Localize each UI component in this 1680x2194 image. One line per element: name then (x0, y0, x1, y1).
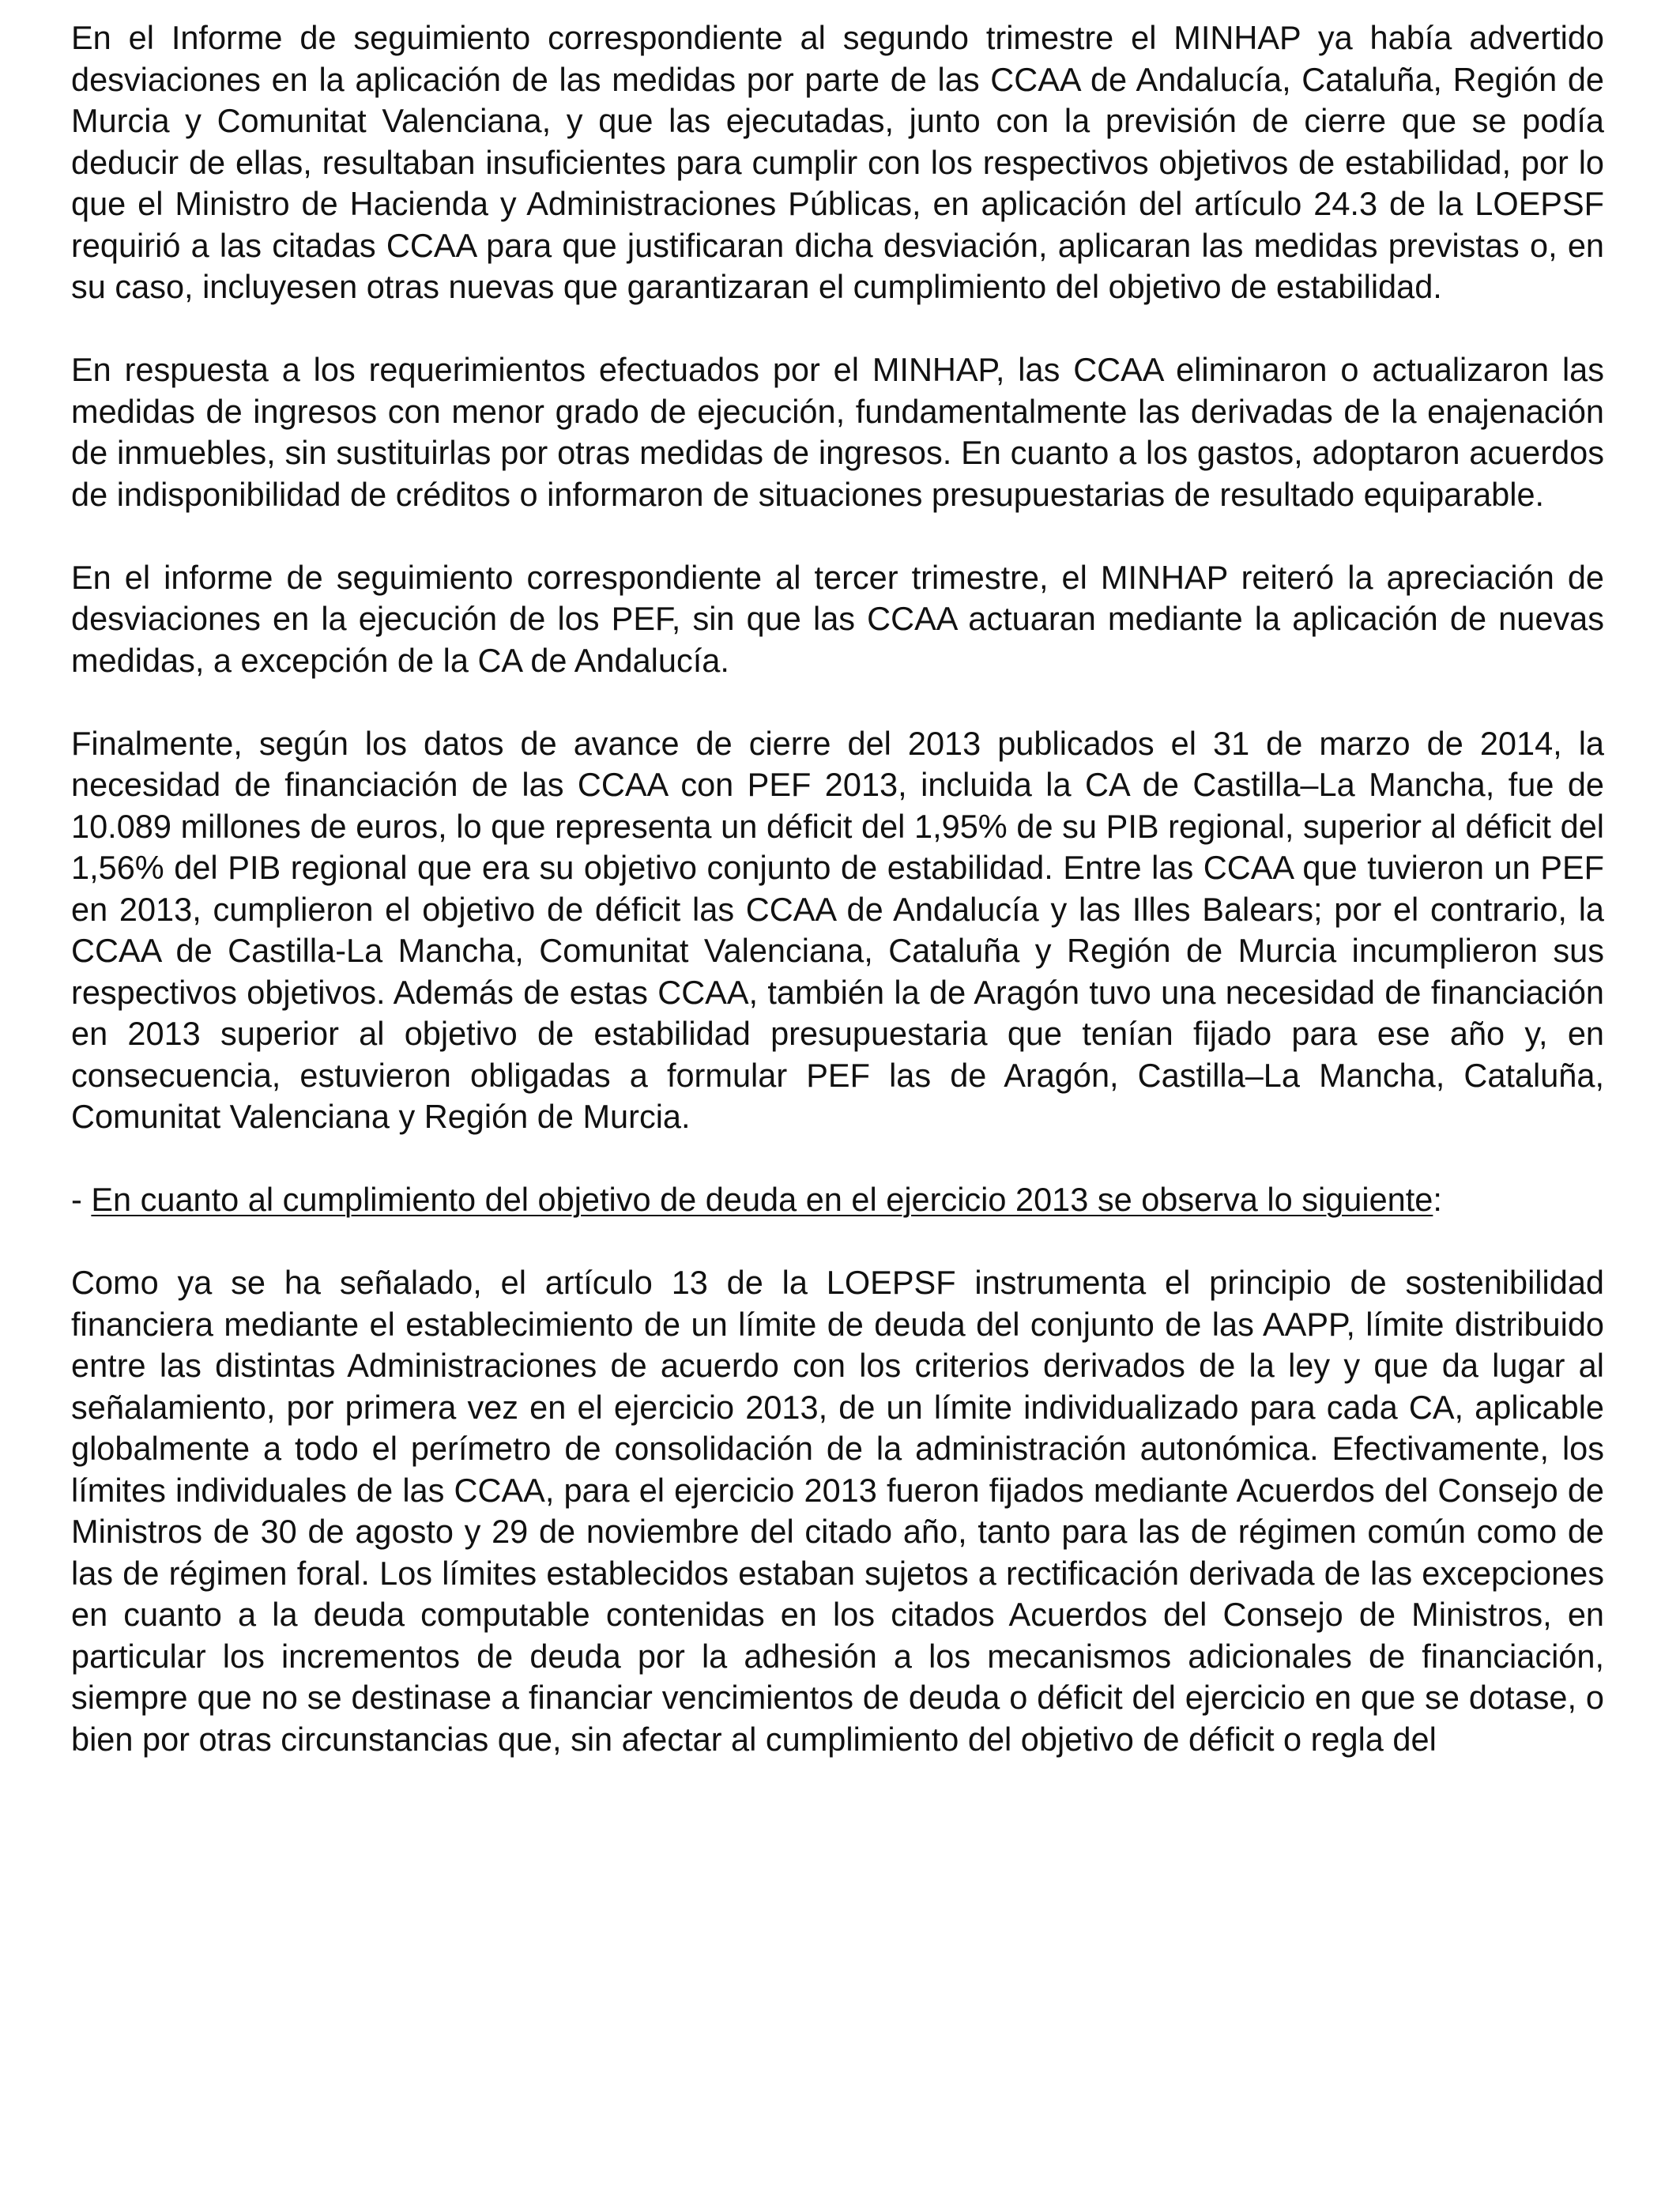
paragraph-limite-deuda: Como ya se ha señalado, el artículo 13 de la LOEPSF instrumenta el principio de sostenibilidad financiera mediante el establecimiento de un límite de deuda del conjunto de las AAPP, límite distribuido entre las distintas Administraciones de acuerdo con los criterios derivados de la ley y que da lugar al señalamiento, por primera vez en el ejercicio 2013, de un límite individualizado para cada CA, aplicable globalmente a todo el perímetro de consolidación de la administración autonómica. Efectivamente, los límites individuales de las CCAA, para el ejercicio 2013 fueron fijados mediante Acuerdos del Consejo de Ministros de 30 de agosto y 29 de noviembre del citado año, tanto para las de régimen común como de las de régimen foral. Los límites establecidos estaban sujetos a rectificación derivada de las excepciones en cuanto a la deuda computable contenidas en los citados Acuerdos del Consejo de Ministros, en particular los incrementos de deuda por la adhesión a los mecanismos adicionales de financiación, siempre que no se destinase a financiar vencimientos de deuda o déficit del ejercicio en que se dotase, o bien por otras circunstancias que, sin afectar al cumplimiento del objetivo de déficit o regla del (71, 1264, 1604, 1758)
section-heading-objetivo-deuda (71, 1179, 1604, 1221)
heading-prefix: - (71, 1181, 92, 1218)
heading-underlined-text: En cuanto al cumplimiento del objetivo de deuda en el ejercicio 2013 se observa lo siguiente (91, 1181, 1433, 1218)
paragraph-seguimiento-tercer-trimestre: En el informe de seguimiento correspondiente al tercer trimestre, el MINHAP reiteró la apreciación de desviaciones en la ejecución de los PEF, sin que las CCAA actuaran mediante la aplicación de nuevas medidas, a excepción de la CA de Andalucía. (71, 558, 1604, 679)
heading-suffix: : (1433, 1181, 1442, 1218)
paragraph-respuesta-requerimientos: En respuesta a los requerimientos efectuados por el MINHAP, las CCAA eliminaron o actualizaron las medidas de ingresos con menor grado de ejecución, fundamentalmente las derivadas de la enajenación de inmuebles, sin sustituirlas por otras medidas de ingresos. En cuanto a los gastos, adoptaron acuerdos de indisponibilidad de créditos o informaron de situaciones presupuestarias de resultado equiparable. (71, 351, 1604, 513)
paragraph-datos-avance-cierre: Finalmente, según los datos de avance de cierre del 2013 publicados el 31 de marzo de 2014, la necesidad de financiación de las CCAA con PEF 2013, incluida la CA de Castilla–La Mancha, fue de 10.089 millones de euros, lo que representa un déficit del 1,95% de su PIB regional, superior al déficit del 1,56% del PIB regional que era su objetivo conjunto de estabilidad. Entre las CCAA que tuvieron un PEF en 2013, cumplieron el objetivo de déficit las CCAA de Andalucía y las Illes Balears; por el contrario, la CCAA de Castilla-La Mancha, Comunitat Valenciana, Cataluña y Región de Murcia incumplieron sus respectivos objetivos. Además de estas CCAA, también la de Aragón tuvo una necesidad de financiación en 2013 superior al objetivo de estabilidad presupuestaria que tenían fijado para ese año y, en consecuencia, estuvieron obligadas a formular PEF las de Aragón, Castilla–La Mancha, Cataluña, Comunitat Valenciana y Región de Murcia. (71, 724, 1604, 1135)
document-page (71, 17, 1604, 1802)
paragraph-seguimiento-segundo-trimestre: En el Informe de seguimiento correspondiente al segundo trimestre el MINHAP ya había advertido desviaciones en la aplicación de las medidas por parte de las CCAA de Andalucía, Cataluña, Región de Murcia y Comunitat Valenciana, y que las ejecutadas, junto con la previsión de cierre que se podía deducir de ellas, resultaban insuficientes para cumplir con los respectivos objetivos de estabilidad, por lo que el Ministro de Hacienda y Administraciones Públicas, en aplicación del artículo 24.3 de la LOEPSF requirió a las citadas CCAA para que justificaran dicha desviación, aplicaran las medidas previstas o, en su caso, incluyesen otras nuevas que garantizaran el cumplimiento del objetivo de estabilidad. (71, 19, 1604, 305)
